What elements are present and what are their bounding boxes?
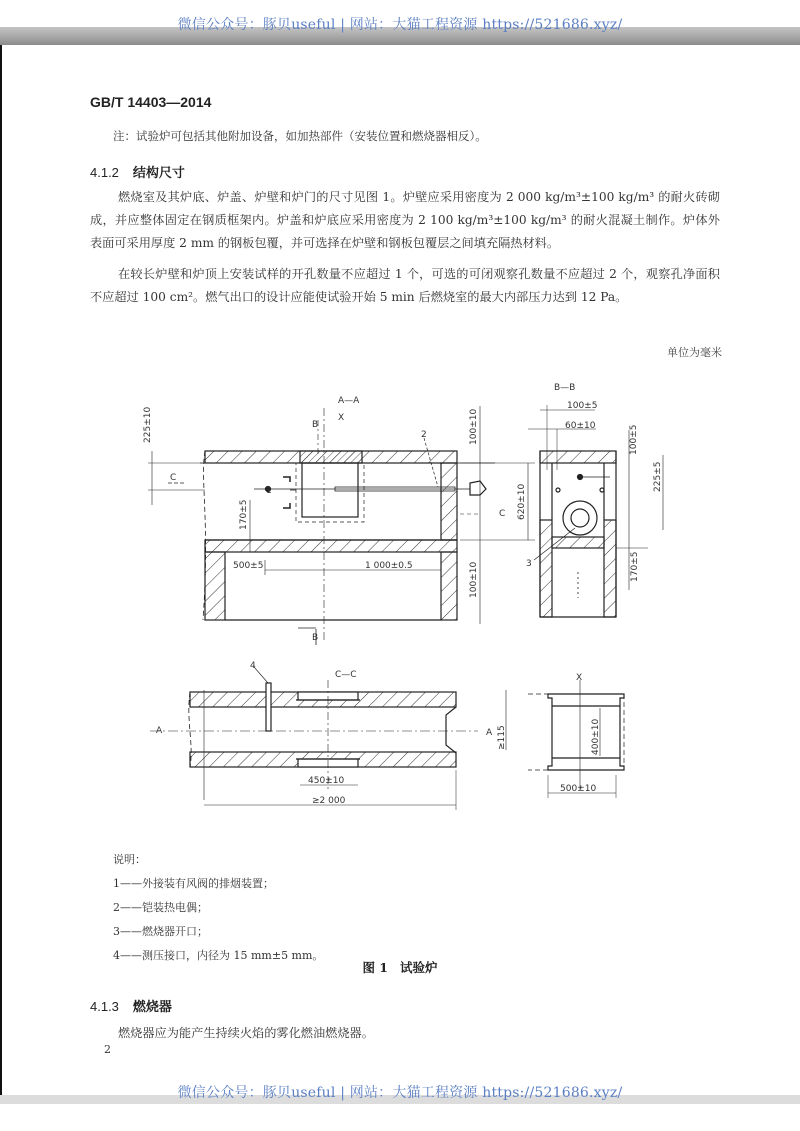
section-title: 燃烧器 [132,1000,172,1015]
label-a-a: A—A [338,396,360,406]
unit-note: 单位为毫米 [667,346,722,359]
label-b-top: B [312,420,319,430]
dim-100-bottom: 100±10 [469,561,479,598]
legend-item-3: 3——燃烧器开口； [113,925,208,938]
label-a-left: A [156,726,163,736]
paragraph-burner: 燃烧器应为能产生持续火焰的雾化燃油燃烧器。 [118,1026,374,1040]
figure-number: 图 1 [362,960,389,975]
dim-225: 225±10 [143,406,153,443]
paragraph-structure-dimensions: 燃烧室及其炉底、炉盖、炉壁和炉门的尺寸见图 1。炉壁应采用密度为 2 000 kg/m³±100 kg/m³ 的耐火砖砌成，并应整体固定在钢质框架内。炉盖和炉底应采用密度为 2 100 kg/m³±100 kg/m³ 的耐火混凝土制作。炉体外表面可采用厚度 2 mm 的钢板包覆，并可选择在炉壁和钢板包覆层之间填充隔热材料。 [90,190,720,250]
dim-60: 60±10 [565,421,596,431]
dim-100-bb: 100±5 [629,424,639,455]
page-number: 2 [104,1043,111,1056]
paragraph-openings: 在较长炉壁和炉顶上安装试样的开孔数量不应超过 1 个，可选的可闭观察孔数量不应超过 2 个，观察孔净面积不应超过 100 cm²。燃气出口的设计应能使试验开始 5 min 后燃烧室的最大内部压力达到 12 Pa。 [90,267,720,304]
label-b-b: B—B [554,383,576,393]
section-number: 4.1.2 [90,165,119,180]
label-a-right: A [486,728,493,738]
view-x [528,680,624,798]
callout-3: 3 [526,559,532,569]
section-4-1-3-heading [90,996,172,1015]
section-number: 4.1.3 [90,999,119,1014]
legend-title: 说明： [113,853,146,866]
dim-100-top: 100±10 [469,408,479,445]
dim-225-bb: 225±5 [653,461,663,492]
figure-title: 试验炉 [400,960,438,975]
watermark-top: 微信公众号：豚贝useful | 网站：大猫工程资源 https://521686.xyz/ [177,17,623,33]
label-b-bottom: B [312,633,319,643]
callout-1: 1 [266,486,272,496]
note-text: 注：试验炉可包括其他附加设备，如加热部件（安装位置和燃烧器相反）。 [113,129,487,143]
section-b-b [528,405,663,617]
label-x-top: X [338,413,345,423]
legend-item-2: 2——铠装热电偶； [113,901,208,914]
label-c-left: C [170,473,177,483]
label-x: X [576,673,583,683]
dim-170: 170±5 [239,499,249,530]
label-c-c: C—C [335,670,357,680]
figure-caption [0,958,800,976]
dim-620: 620±10 [517,483,527,520]
callout-4: 4 [250,661,256,671]
dim-115: ≥115 [497,725,507,750]
dim-500-10: 500±10 [560,784,597,794]
dim-100-5: 100±5 [567,401,598,411]
dim-400: 400±10 [591,718,601,755]
dim-170-bb: 170±5 [630,551,640,582]
dim-500: 500±5 [233,561,264,571]
dim-2000: ≥2 000 [312,796,346,806]
dim-1000: 1 000±0.5 [365,561,413,571]
watermark-bottom: 微信公众号：豚贝useful | 网站：大猫工程资源 https://521686.xyz/ [177,1085,623,1101]
dim-450: 450±10 [308,776,345,786]
legend-item-1: 1——外接装有风阀的排烟装置； [113,877,274,890]
figure-legend [113,848,323,968]
section-c-c [150,667,506,810]
standard-number: GB/T 14403—2014 [90,94,212,110]
label-c-right: C [499,509,506,519]
legend-item-4: 4——测压接口，内径为 15 mm±5 mm。 [113,949,324,962]
callout-2: 2 [421,430,427,440]
section-title: 结构尺寸 [132,166,185,181]
